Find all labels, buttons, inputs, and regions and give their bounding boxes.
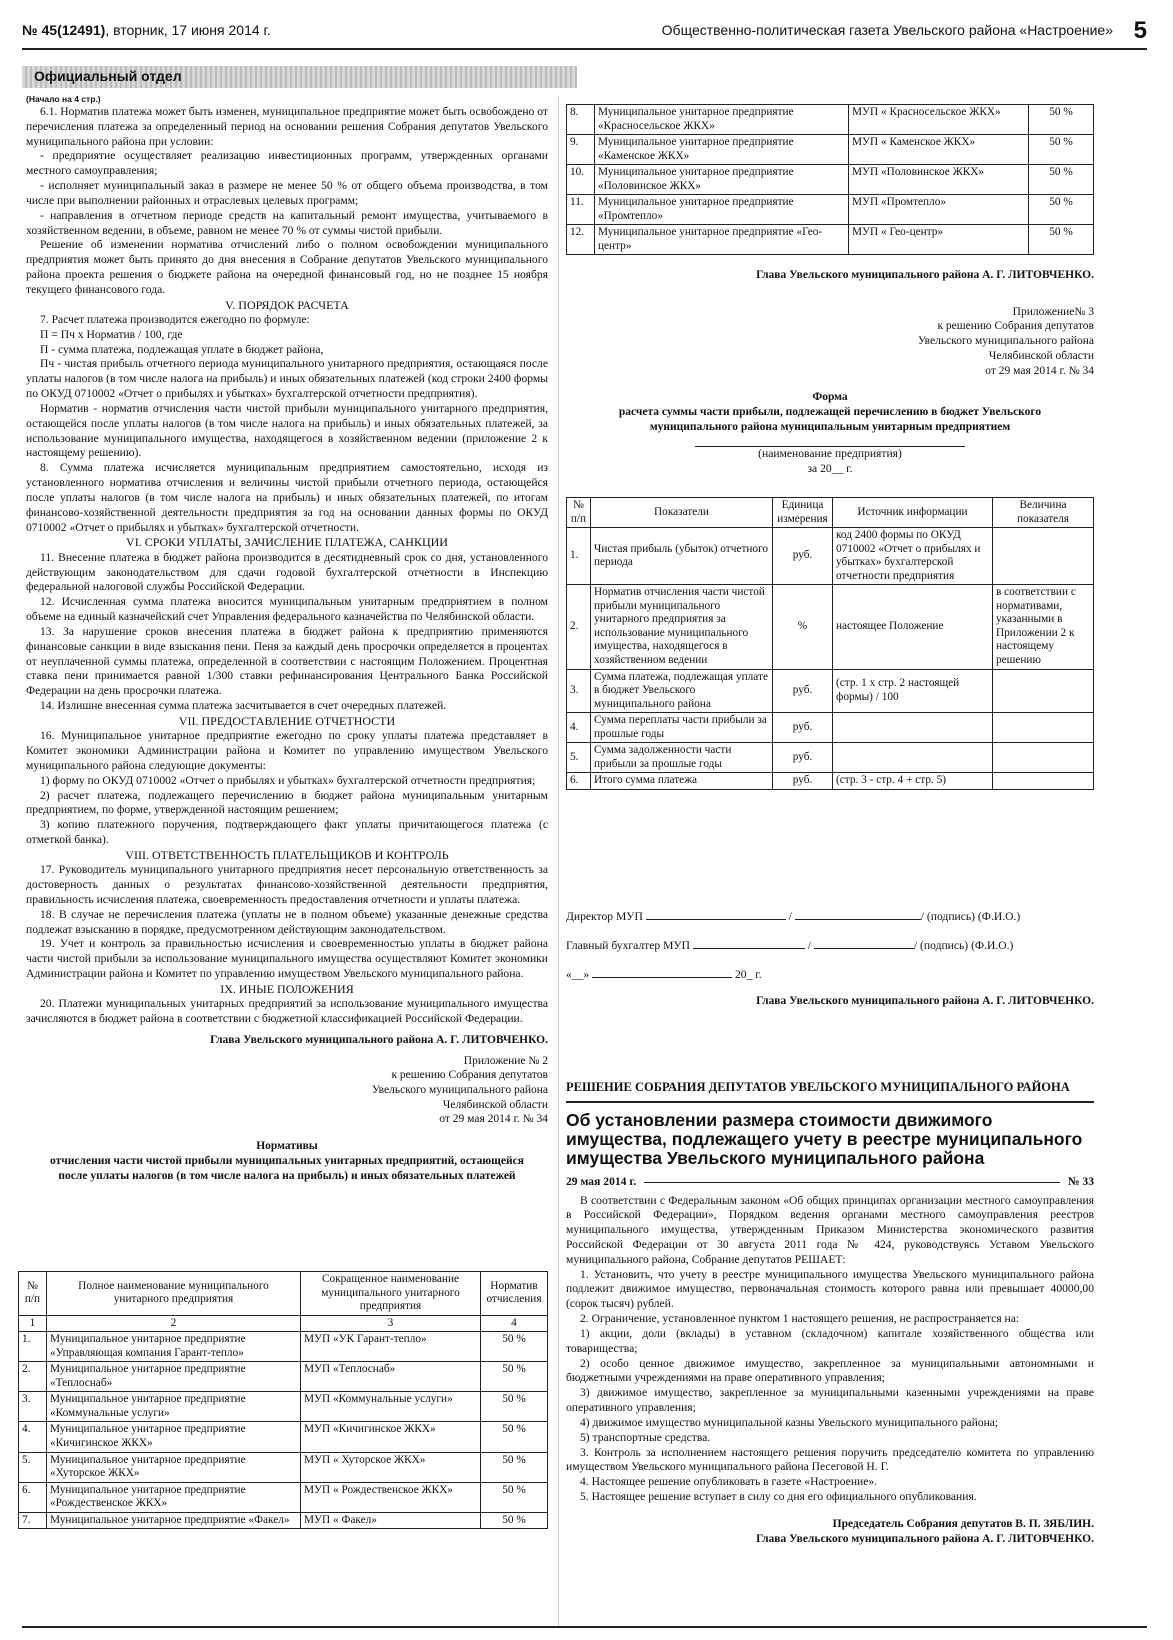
table-cell: % — [773, 585, 833, 669]
paragraph: Пч - чистая прибыль отчетного периода муниципального унитарного предприятия, остающаяся после уплаты налогов (в том числе налога на прибыль) и иных обязательных платежей (код строки 2400 формы по ОКУД 0710002 «Отчет о прибылях и убытках» бухгалтерской отчетности предприятия). — [26, 357, 548, 401]
table-cell: 50 % — [1029, 225, 1094, 255]
table-cell: 11. — [567, 195, 595, 225]
table-cell: МУП «УК Гарант-тепло» — [301, 1332, 481, 1362]
table-cell: 50 % — [481, 1452, 548, 1482]
paragraph: 3) движимое имущество, закрепленное за муниципальными казенными учреждениями на праве оперативного управления; — [566, 1386, 1094, 1415]
table-cell: 50 % — [481, 1392, 548, 1422]
table-cell: 50 % — [481, 1422, 548, 1452]
table-cell: 5. — [567, 743, 591, 773]
table-cell: МУП « Хуторское ЖКХ» — [301, 1452, 481, 1482]
paragraph: 1) акции, доли (вклады) в уставном (складочном) капитале хозяйственного общества или товарищества; — [566, 1326, 1094, 1355]
form-title: Форма — [812, 391, 848, 404]
table-cell: Муниципальное унитарное предприятие «Красносельское ЖКХ» — [595, 105, 849, 135]
table-cell: Единица измерения — [773, 498, 833, 528]
table-cell: 50 % — [1029, 195, 1094, 225]
date-year: 20_ г. — [735, 967, 762, 981]
table-row — [19, 1512, 548, 1529]
table-cell: 6. — [567, 773, 591, 790]
table-cell: (стр. 1 х стр. 2 настоящей формы) / 100 — [833, 669, 993, 713]
form-table — [566, 497, 1094, 790]
paragraph: П - сумма платежа, подлежащая уплате в бюджет района, — [40, 342, 324, 356]
paragraph: 5. Настоящее решение вступает в силу со дня его официального опубликования. — [580, 1490, 977, 1504]
table-cell: настоящее Положение — [833, 585, 993, 669]
table-cell: 9. — [567, 135, 595, 165]
resolution-title: Об установлении размера стоимости движимого имущества, подлежащего учету в реестре муниципального имущества Увельского муниципального района — [566, 1110, 1083, 1168]
paragraph: 11. Внесение платежа в бюджет района производится в десятидневный срок со дня, установленного действующим законодательством для сдачи годовой бухгалтерской отчетности в Инспекцию федеральной налоговой службы Российской Федерации. — [26, 550, 548, 594]
regulation-part-7 — [26, 729, 548, 848]
table-row — [19, 1272, 548, 1316]
table-cell: 3. — [567, 669, 591, 713]
table-cell: 7. — [19, 1512, 47, 1529]
table-row — [19, 1482, 548, 1512]
table-cell: 3 — [301, 1315, 481, 1332]
director-hint: / (подпись) (Ф.И.О.) — [920, 910, 1021, 923]
table-cell: руб. — [773, 773, 833, 790]
regulation-part-5 — [26, 313, 548, 535]
director-label: Директор МУП — [566, 910, 643, 923]
table-row — [19, 1392, 548, 1422]
table-cell: 1 — [19, 1315, 47, 1332]
norms-table-wrap — [18, 1271, 548, 1529]
table-cell: 2. — [567, 585, 591, 669]
table-cell: руб. — [773, 669, 833, 713]
table-row — [567, 585, 1094, 669]
table-cell: 50 % — [1029, 165, 1094, 195]
table-cell: код 2400 формы по ОКУД 0710002 «Отчет о прибылях и убытках» бухгалтерской отчетности предприятия — [833, 528, 993, 585]
paragraph: - исполняет муниципальный заказ в размере не менее 50 % от общего объема производства, в том числе при выполнении районных и отраслевых целевых программ; — [26, 179, 548, 207]
table-cell: 50 % — [481, 1482, 548, 1512]
issue-info — [22, 22, 271, 40]
table-row — [567, 713, 1094, 743]
table-2-subtitle: отчисления части чистой прибыли муниципальных унитарных предприятий, остающейся после уплаты налогов (в том числе налога на прибыль) и иных обязательных платежей — [50, 1154, 524, 1182]
paragraph: 3. Контроль за исполнением настоящего решения поручить председателю комитета по управлению имуществом Увельского муниципального района Песеговой Н. Г. — [566, 1445, 1094, 1474]
left-column — [26, 94, 548, 1183]
table-cell — [833, 743, 993, 773]
table-row — [567, 135, 1094, 165]
section-banner: Официальный отдел — [22, 66, 577, 88]
table-cell: 50 % — [1029, 105, 1094, 135]
table-cell: Величина показателя — [993, 498, 1094, 528]
accountant-line: Главный бухгалтер МУП / / (подпись) (Ф.И.О.) — [566, 938, 1014, 952]
table-cell: 5. — [19, 1452, 47, 1482]
table-cell: Источник информации — [833, 498, 993, 528]
table-cell: Муниципальное унитарное предприятие «Коммунальные услуги» — [47, 1392, 301, 1422]
caption-line: от 29 мая 2014 г. № 34 — [985, 364, 1094, 377]
heading-ix: IX. ИНЫЕ ПОЛОЖЕНИЯ — [220, 981, 354, 996]
table-cell: 10. — [567, 165, 595, 195]
paragraph: 4) движимое имущество муниципальной казны Увельского муниципального района; — [580, 1415, 999, 1429]
table-cell: Показатели — [591, 498, 773, 528]
form-subtitle: расчета суммы части прибыли, подлежащей перечислению в бюджет Увельского муниципального района муниципальным унитарным предприятием — [618, 406, 1042, 433]
table-cell: 4. — [567, 713, 591, 743]
paragraph: 3) копию платежного поручения, подтверждающего факт уплаты причитающегося платежа (с отметкой банка). — [26, 818, 548, 847]
norms-table — [18, 1271, 548, 1529]
table-cell: Муниципальное унитарное предприятие «Хуторское ЖКХ» — [47, 1452, 301, 1482]
table-row — [567, 669, 1094, 713]
table-row — [567, 773, 1094, 790]
regulation-part-8 — [26, 863, 548, 982]
table-cell — [993, 528, 1094, 585]
table-cell: 50 % — [1029, 135, 1094, 165]
paragraph: 17. Руководитель муниципального унитарного предприятия несет персональную ответственность за достоверность данных о результатах финансово-хозяйственной деятельности предприятия, правильность исчисления платежа, своевременность предоставления отчетности и уплаты платежа. — [26, 863, 548, 906]
table-cell: Муниципальное унитарное предприятие «Факел» — [47, 1512, 301, 1529]
table-cell: (стр. 3 - стр. 4 + стр. 5) — [833, 773, 993, 790]
date-line — [566, 968, 1094, 983]
table-cell: МУП « Рождественское ЖКХ» — [301, 1482, 481, 1512]
page-header — [22, 18, 1147, 50]
table-cell: 2 — [47, 1315, 301, 1332]
paragraph: 2. Ограничение, установленное пунктом 1 настоящего решения, не распространяется на: — [580, 1312, 1020, 1326]
table-row — [567, 225, 1094, 255]
regulation-part-6 — [26, 551, 548, 714]
paragraph: П = Пч х Норматив / 100, где — [40, 327, 183, 341]
table-cell — [993, 773, 1094, 790]
table-cell: 8. — [567, 105, 595, 135]
accountant-label: Главный бухгалтер МУП — [566, 938, 690, 952]
table-cell: Чистая прибыль (убыток) отчетного периода — [591, 528, 773, 585]
norms-table-cont-wrap — [566, 104, 1094, 255]
caption-line: Увельского муниципального района — [371, 1084, 548, 1097]
paragraph: 7. Расчет платежа производится ежегодно по формуле: — [40, 313, 310, 326]
paragraph: В соответствии с Федеральным законом «Об общих принципах организации местного самоуправления в Российской Федерации», Порядком ведения органами местного самоуправления реестров муниципального имущества, утвержденным Приказом Министерства экономического развития Российской Федерации от 30 августа 2011 года № 424, руководствуясь Уставом Увельского муниципального района, Собрание депутатов РЕШАЕТ: — [566, 1193, 1094, 1266]
paragraph: 6.1. Норматив платежа может быть изменен, муниципальное предприятие может быть освобождено от перечисления платежа за определенный период на основании решения Собрания депутатов Увельского муниципального района при условии: — [26, 104, 548, 148]
table-cell: МУП « Гео-центр» — [849, 225, 1029, 255]
table-cell: 12. — [567, 225, 595, 255]
heading-vii: VII. ПРЕДОСТАВЛЕНИЕ ОТЧЕТНОСТИ — [178, 713, 396, 728]
form-year: за 20__ г. — [807, 462, 853, 476]
caption-line: Челябинской области — [988, 349, 1094, 362]
regulation-part-9 — [26, 997, 548, 1027]
resolution-signature-chair: Председатель Собрания депутатов В. П. ЗЯБЛИН. — [832, 1517, 1094, 1530]
table-cell: Муниципальное унитарное предприятие «Управляющая компания Гарант-тепло» — [47, 1332, 301, 1362]
caption-line: Челябинской области — [442, 1098, 548, 1111]
table-cell: Норматив отчисления части чистой прибыли муниципального унитарного предприятия за использование муниципального имущества, находящегося в хозяйственном ведении — [591, 585, 773, 669]
table-cell: Муниципальное унитарное предприятие «Промтепло» — [595, 195, 849, 225]
issue-date: , вторник, 17 июня 2014 г. — [105, 22, 271, 38]
table-row — [19, 1422, 548, 1452]
paragraph: 20. Платежи муниципальных унитарных предприятий за использование муниципального имущества зачисляются в бюджет района в соответствии с бюджетной классификацией Российской Федерации. — [26, 997, 548, 1026]
table-row — [19, 1362, 548, 1392]
table-row — [567, 105, 1094, 135]
heading-v: V. ПОРЯДОК РАСЧЕТА — [225, 297, 349, 312]
resolution-date: 29 мая 2014 г. — [566, 1174, 637, 1188]
table-cell: № п/п — [19, 1272, 47, 1316]
paragraph: - предприятие осуществляет реализацию инвестиционных программ, утвержденных органами местного самоуправления; — [26, 149, 548, 178]
signature-head-2: Глава Увельского муниципального района А. Г. ЛИТОВЧЕНКО. — [756, 269, 1094, 281]
table-cell: 50 % — [481, 1512, 548, 1529]
appendix-2-caption — [26, 1054, 548, 1128]
table-cell: МУП «Кичигинское ЖКХ» — [301, 1422, 481, 1452]
table-cell — [993, 669, 1094, 713]
caption-line: к решению Собрания депутатов — [937, 320, 1094, 333]
column-divider — [558, 96, 559, 1626]
caption-line: от 29 мая 2014 г. № 34 — [439, 1113, 548, 1126]
resolution-signature-head: Глава Увельского муниципального района А. Г. ЛИТОВЧЕНКО. — [756, 1532, 1094, 1545]
newspaper-name: Общественно-политическая газета Увельского района «Настроение» — [661, 22, 1113, 38]
table-cell: Итого сумма платежа — [591, 773, 773, 790]
caption-line: Приложение№ 3 — [1012, 305, 1094, 318]
paragraph: 5) транспортные средства. — [580, 1430, 711, 1444]
regulation-part-1 — [26, 105, 548, 298]
resolution-text — [566, 1194, 1094, 1505]
caption-line: к решению Собрания депутатов — [391, 1069, 548, 1082]
table-cell — [833, 713, 993, 743]
resolution-number: № 33 — [1067, 1174, 1094, 1188]
table-cell: 3. — [19, 1392, 47, 1422]
table-cell — [993, 743, 1094, 773]
table-row — [567, 743, 1094, 773]
table-cell: Сумма платежа, подлежащая уплате в бюджет Увельского муниципального района — [591, 669, 773, 713]
paragraph: 1. Установить, что учету в реестре муниципального имущества Увельского муниципального района подлежит движимое имущество, первоначальная стоимость которого равна или превышает 40000,00 (сорок тысяч) рублей. — [566, 1267, 1094, 1311]
paragraph: - направления в отчетном периоде средств на капитальный ремонт имущества, учитываемого в хозяйственном ведении, в объеме, равном не менее 70 % от суммы чистой прибыли. — [26, 208, 548, 237]
table-row — [567, 165, 1094, 195]
paragraph: 2) расчет платежа, подлежащего перечислению в бюджет района муниципальным унитарным предприятием, по форме, утвержденной настоящим решением; — [26, 788, 548, 817]
paragraph: Решение об изменении норматива отчислений либо о полном освобождении муниципального предприятия может быть принято до дня внесения в Собрание депутатов Увельского муниципального района проекта решения о бюджете района на очередной финансовый год, но не позднее 15 ноября текущего финансового года. — [26, 238, 548, 296]
table-row — [567, 498, 1094, 528]
caption-line: Приложение № 2 — [463, 1054, 548, 1067]
table-2-title: Нормативы — [256, 1140, 318, 1153]
table-cell: в соответствии с нормативами, указанными в Приложении 2 к настоящему решению — [993, 585, 1094, 669]
table-cell: МУП « Красносельское ЖКХ» — [849, 105, 1029, 135]
signature-lines — [566, 910, 1094, 1015]
paragraph: 18. В случае не перечисления платежа (уплаты не в полном объеме) указанные денежные средства подлежат взысканию в порядке, предусмотренном действующим законодательством. — [26, 907, 548, 936]
paragraph: 12. Исчисленная сумма платежа вносится муниципальным унитарным предприятием в полном объеме на единый казначейский счет Управления федерального казначейства по Челябинской области. — [26, 595, 548, 624]
director-line: Директор МУП / / (подпись) (Ф.И.О.) — [566, 910, 1021, 923]
paragraph: 1) форму по ОКУД 0710002 «Отчет о прибылях и убытках» бухгалтерской отчетности предприятия; — [40, 773, 536, 787]
table-cell: Муниципальное унитарное предприятие «Теплоснаб» — [47, 1362, 301, 1392]
paragraph: Норматив - норматив отчисления части чистой прибыли муниципального унитарного предприятия, остающейся после уплаты налогов (в том числе налога на прибыль) и иных обязательных платежей, за использование муниципального имущества, находящегося в хозяйственном ведении (приложение 2 к настоящему решению). — [26, 401, 548, 460]
table-cell: 50 % — [481, 1362, 548, 1392]
resolution-heading: РЕШЕНИЕ СОБРАНИЯ ДЕПУТАТОВ УВЕЛЬСКОГО МУНИЦИПАЛЬНОГО РАЙОНА — [566, 1079, 1094, 1103]
table-cell: 50 % — [481, 1332, 548, 1362]
accountant-hint: / (подпись) (Ф.И.О.) — [913, 938, 1014, 952]
paragraph: 19. Учет и контроль за правильностью исчисления и своевременностью уплаты в бюджет района части чистой прибыли за использование муниципального имущества осуществляют Комитет экономики Администрации района и Комитет по управлению имуществом Увельского муниципального района. — [26, 937, 548, 981]
table-cell: 4. — [19, 1422, 47, 1452]
paragraph: 16. Муниципальное унитарное предприятие ежегодно по сроку уплаты платежа представляет в Комитет экономики Администрации района и Комитет по управлению имуществом Увельского муниципального района следующие документы: — [26, 729, 548, 772]
table-cell: МУП « Каменское ЖКХ» — [849, 135, 1029, 165]
form-table-wrap — [566, 497, 1094, 790]
table-cell: МУП « Факел» — [301, 1512, 481, 1529]
table-cell: руб. — [773, 528, 833, 585]
heading-vi: VI. СРОКИ УПЛАТЫ, ЗАЧИСЛЕНИЕ ПЛАТЕЖА, САНКЦИИ — [126, 535, 448, 550]
table-row — [567, 195, 1094, 225]
table-row — [567, 528, 1094, 585]
table-cell: 6. — [19, 1482, 47, 1512]
caption-line: Увельского муниципального района — [917, 335, 1094, 348]
table-cell: Муниципальное унитарное предприятие «Кичигинское ЖКХ» — [47, 1422, 301, 1452]
paragraph: 8. Сумма платежа исчисляется муниципальным предприятием самостоятельно, исходя из установленного норматива отчисления и величины чистой прибыли отчетного периода, остающейся после уплаты налогов (в том числе налога на прибыль) и иных обязательных платежей, по итогам финансово-хозяйственной деятельности предприятия за год на основании данных формы по ОКУД 0710002 «Отчет о прибылях и убытках» бухгалтерской отчетности. — [26, 461, 548, 534]
heading-viii: VIII. ОТВЕТСТВЕННОСТЬ ПЛАТЕЛЬЩИКОВ И КОНТРОЛЬ — [125, 847, 449, 862]
continuation-note: (Начало на 4 стр.) — [26, 94, 101, 104]
enterprise-name-field: (наименование предприятия) — [695, 446, 965, 462]
table-cell: Сумма задолженности части прибыли за прошлые годы — [591, 743, 773, 773]
table-cell: Полное наименование муниципального унитарного предприятия — [47, 1272, 301, 1316]
paragraph: 14. Излишне внесенная сумма платежа засчитывается в счет очередных платежей. — [40, 699, 447, 713]
page-number: 5 — [1133, 17, 1147, 44]
signature-head-3: Глава Увельского муниципального района А. Г. ЛИТОВЧЕНКО. — [756, 995, 1094, 1008]
table-cell: МУП «Коммунальные услуги» — [301, 1392, 481, 1422]
right-column — [566, 262, 1094, 477]
table-cell: № п/п — [567, 498, 591, 528]
table-cell — [993, 713, 1094, 743]
table-cell: Муниципальное унитарное предприятие «Каменское ЖКХ» — [595, 135, 849, 165]
paragraph: 2) особо ценное движимое имущество, закрепленное за муниципальными автономными и бюджетными учреждениями на праве оперативного управления; — [566, 1356, 1094, 1385]
paragraph: 13. За нарушение сроков внесения платежа в бюджет района к предприятию применяются финансовые санкции в виде взыскания пени. Пеня за каждый день просрочки определяется в процентах от неуплаченной суммы платежа, определенной в соответствии с настоящим Положением. Процентная ставка пени принимается равной 1/300 ставки рефинансирования Центрального Банка Российской Федерации на день просрочки платежа. — [26, 624, 548, 698]
appendix-3-caption — [566, 305, 1094, 379]
table-cell: 1. — [19, 1332, 47, 1362]
table-row — [19, 1452, 548, 1482]
table-cell: МУП «Промтепло» — [849, 195, 1029, 225]
table-cell: руб. — [773, 743, 833, 773]
table-cell: Сокращенное наименование муниципального унитарного предприятия — [301, 1272, 481, 1316]
table-cell: Муниципальное унитарное предприятие «Рождественское ЖКХ» — [47, 1482, 301, 1512]
table-row — [19, 1332, 548, 1362]
table-row — [19, 1315, 548, 1332]
table-cell: Муниципальное унитарное предприятие «Половинское ЖКХ» — [595, 165, 849, 195]
table-cell: руб. — [773, 713, 833, 743]
bottom-rule — [22, 1626, 1147, 1628]
paragraph: 4. Настоящее решение опубликовать в газете «Настроение». — [580, 1475, 878, 1489]
table-cell: Сумма переплаты части прибыли за прошлые годы — [591, 713, 773, 743]
signature-head-1: Глава Увельского муниципального района А. Г. ЛИТОВЧЕНКО. — [210, 1033, 548, 1046]
issue-number: № 45(12491) — [22, 22, 106, 38]
table-cell: Муниципальное унитарное предприятие «Гео-центр» — [595, 225, 849, 255]
table-cell: Норматив отчисления — [481, 1272, 548, 1316]
norms-table-continued — [566, 104, 1094, 255]
date-quote: «__» — [566, 967, 590, 981]
resolution-date-row — [566, 1175, 1094, 1190]
resolution-block — [566, 1079, 1094, 1546]
table-cell: 2. — [19, 1362, 47, 1392]
table-cell: 4 — [481, 1315, 548, 1332]
table-cell: МУП «Теплоснаб» — [301, 1362, 481, 1392]
table-cell: 1. — [567, 528, 591, 585]
table-cell: МУП «Половинское ЖКХ» — [849, 165, 1029, 195]
